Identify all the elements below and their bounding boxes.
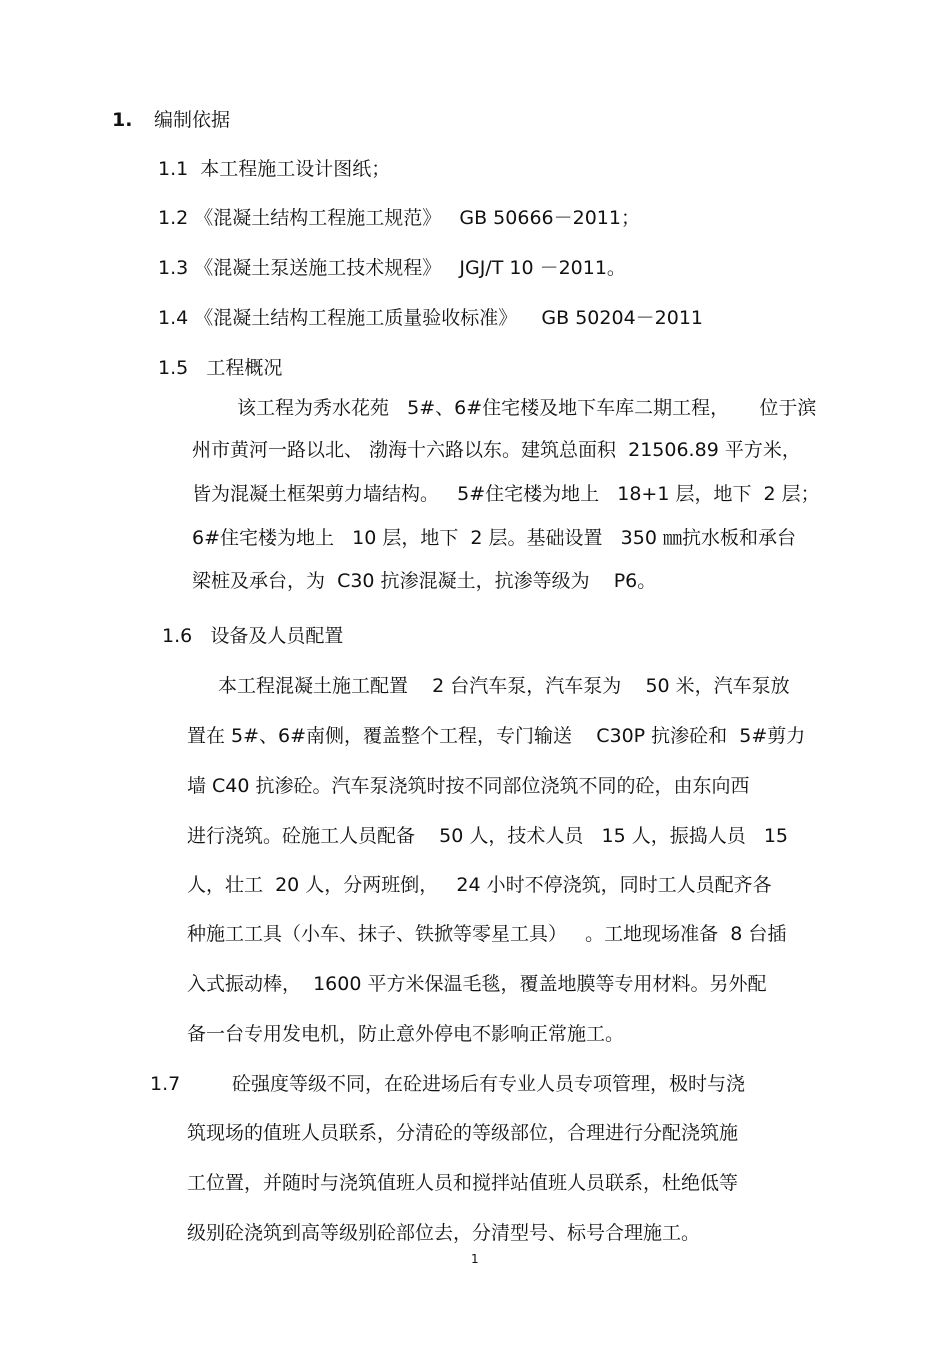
item-1-7-line: 工位置，并随时与浇筑值班人员和搅拌站值班人员联系，杜绝低等	[187, 1172, 739, 1194]
item-1-6: 1.6 设备及人员配置	[162, 625, 344, 647]
equipment-line: 墙 C40 抗渗砼。汽车泵浇筑时按不同部位浇筑不同的砼，由东向西	[187, 775, 750, 797]
equipment-line: 置在 5#、6#南侧，覆盖整个工程，专门输送 C30P 抗渗砼和 5#剪力	[187, 725, 806, 747]
overview-line: 该工程为秀水花苑 5#、6#住宅楼及地下车库二期工程， 位于滨	[237, 397, 817, 419]
overview-line: 6#住宅楼为地上 10 层，地下 2 层。基础设置 350 ㎜抗水板和承台	[192, 527, 796, 549]
overview-line: 州市黄河一路以北、 渤海十六路以东。建筑总面积 21506.89 平方米，	[192, 439, 801, 461]
equipment-line: 进行浇筑。砼施工人员配备 50 人，技术人员 15 人，振捣人员 15	[187, 825, 789, 847]
item-1-7-line: 砼强度等级不同，在砼进场后有专业人员专项管理，极时与浇	[232, 1073, 746, 1095]
item-1-4: 1.4 《混凝土结构工程施工质量验收标准》 GB 50204－2011	[158, 307, 704, 329]
item-1-3: 1.3 《混凝土泵送施工技术规程》 JGJ/T 10 －2011。	[158, 257, 626, 279]
equipment-line: 本工程混凝土施工配置 2 台汽车泵，汽车泵为 50 米，汽车泵放	[218, 675, 790, 697]
equipment-line: 种施工工具（小车、抹子、铁掀等零星工具） 。工地现场准备 8 台插	[187, 923, 787, 945]
equipment-line: 入式振动棒， 1600 平方米保温毛毯，覆盖地膜等专用材料。另外配	[187, 973, 767, 995]
item-1-7-line: 筑现场的值班人员联系，分清砼的等级部位，合理进行分配浇筑施	[187, 1122, 739, 1144]
equipment-line: 人，壮工 20 人，分两班倒， 24 小时不停浇筑，同时工人员配齐各	[187, 874, 772, 896]
item-1-1: 1.1 本工程施工设计图纸；	[158, 158, 391, 180]
overview-line: 梁桩及承台，为 C30 抗渗混凝土，抗渗等级为 P6。	[192, 570, 657, 592]
section-title: 编制依据	[154, 109, 231, 131]
item-1-5: 1.5 工程概况	[158, 357, 283, 379]
overview-line: 皆为混凝土框架剪力墙结构。 5#住宅楼为地上 18+1 层，地下 2 层；	[192, 483, 820, 505]
equipment-line: 备一台专用发电机，防止意外停电不影响正常施工。	[187, 1023, 625, 1045]
section-number: 1.	[112, 109, 133, 131]
page-number: 1	[471, 1252, 479, 1266]
item-1-2: 1.2 《混凝土结构工程施工规范》 GB 50666－2011；	[158, 207, 640, 229]
item-1-7-line: 级别砼浇筑到高等级别砼部位去，分清型号、标号合理施工。	[187, 1222, 701, 1244]
item-1-7-number: 1.7	[150, 1073, 181, 1095]
